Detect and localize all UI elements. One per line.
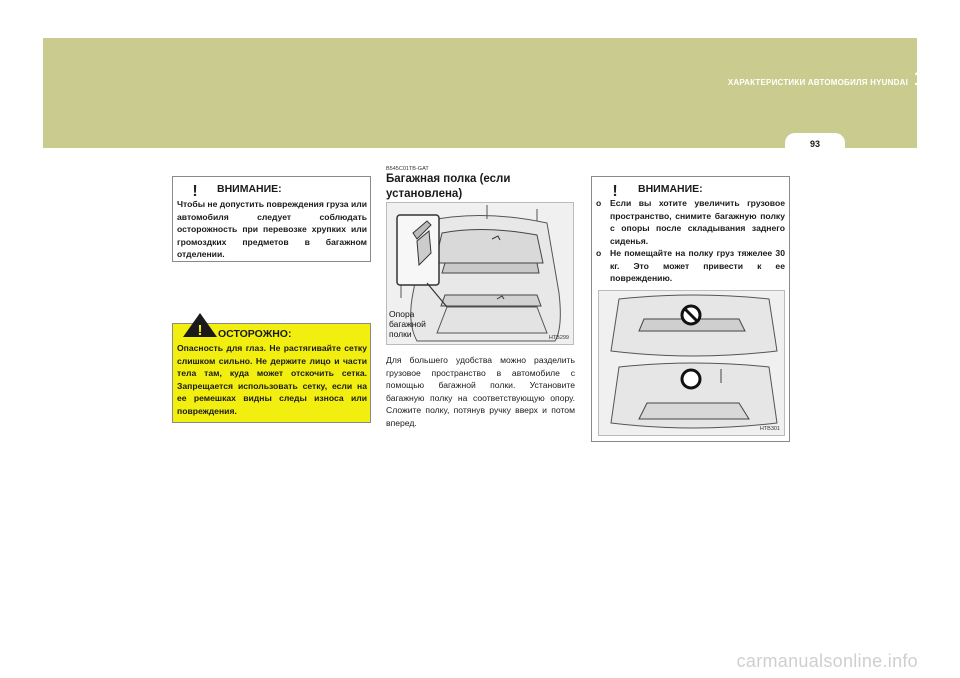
list-item — [596, 197, 785, 247]
list-item — [596, 247, 785, 285]
warning-left-title: ВНИМАНИЕ: — [217, 183, 282, 195]
section-body: Для большего удобства можно разделить грузовое пространство в автомобиле с помощью багажной полки. Установите багажную полку на соответствующую опору. Сложите полку, потянув ручку вверх и потом вперед. — [386, 355, 575, 428]
list-item-text: Не помещайте на полку груз тяжелее 30 кг. Это может привести к ее повреждению. — [610, 248, 785, 283]
caution-text: Опасность для глаз. Не растягивайте сетку слишком сильно. Не держите лицо и части тела там, куда может отскочить сетка. Запрещается использовать сетку, если на ее ремешках видны следы износа или повреждения. — [177, 343, 367, 416]
chapter-number: 1 — [913, 68, 925, 90]
section-code: B545C01TB-GAT — [386, 166, 429, 172]
page-tab — [785, 133, 845, 153]
section-title: Багажная полка (если установлена) — [386, 173, 511, 200]
chapter-title: ХАРАКТЕРИСТИКИ АВТОМОБИЛЯ HYUNDAI — [727, 78, 908, 87]
warning-left-text: Чтобы не допустить повреждения груза или автомобиля следует соблюдать осторожность при перевозке хрупких или громоздких предметов в багажном отделении. — [177, 199, 367, 259]
svg-text:!: ! — [192, 183, 198, 199]
caution-title: ОСТОРОЖНО: — [218, 328, 292, 340]
callout-line-1: Опора — [389, 309, 415, 319]
svg-text:!: ! — [612, 183, 618, 199]
figure-callout — [389, 309, 426, 339]
svg-text:!: ! — [197, 322, 203, 338]
bullet: o — [596, 248, 602, 258]
bullet: o — [596, 198, 602, 208]
list-item-text: Если вы хотите увеличить грузовое пространство, снимите багажную полку с опоры после складывания заднего сиденья. — [610, 198, 785, 246]
callout-line-2: багажной — [389, 319, 426, 329]
warning-triangle-icon — [595, 177, 635, 199]
caution-box — [172, 323, 371, 423]
warning-box-left — [172, 176, 371, 262]
callout-line-3: полки — [389, 329, 412, 339]
figure-code: HTB299 — [548, 335, 569, 341]
caution-triangle-icon — [182, 312, 218, 338]
warning-right-list — [596, 197, 785, 285]
figure-code-right: HTB301 — [759, 426, 780, 432]
warning-right-title: ВНИМАНИЕ: — [638, 183, 703, 195]
warning-triangle-icon — [175, 177, 215, 199]
shelf-removal-illustration — [599, 291, 785, 436]
page-number: 93 — [809, 139, 820, 149]
header-band — [43, 38, 917, 148]
watermark: carmanualsonline.info — [736, 651, 918, 671]
shelf-removal-figure — [598, 290, 785, 436]
